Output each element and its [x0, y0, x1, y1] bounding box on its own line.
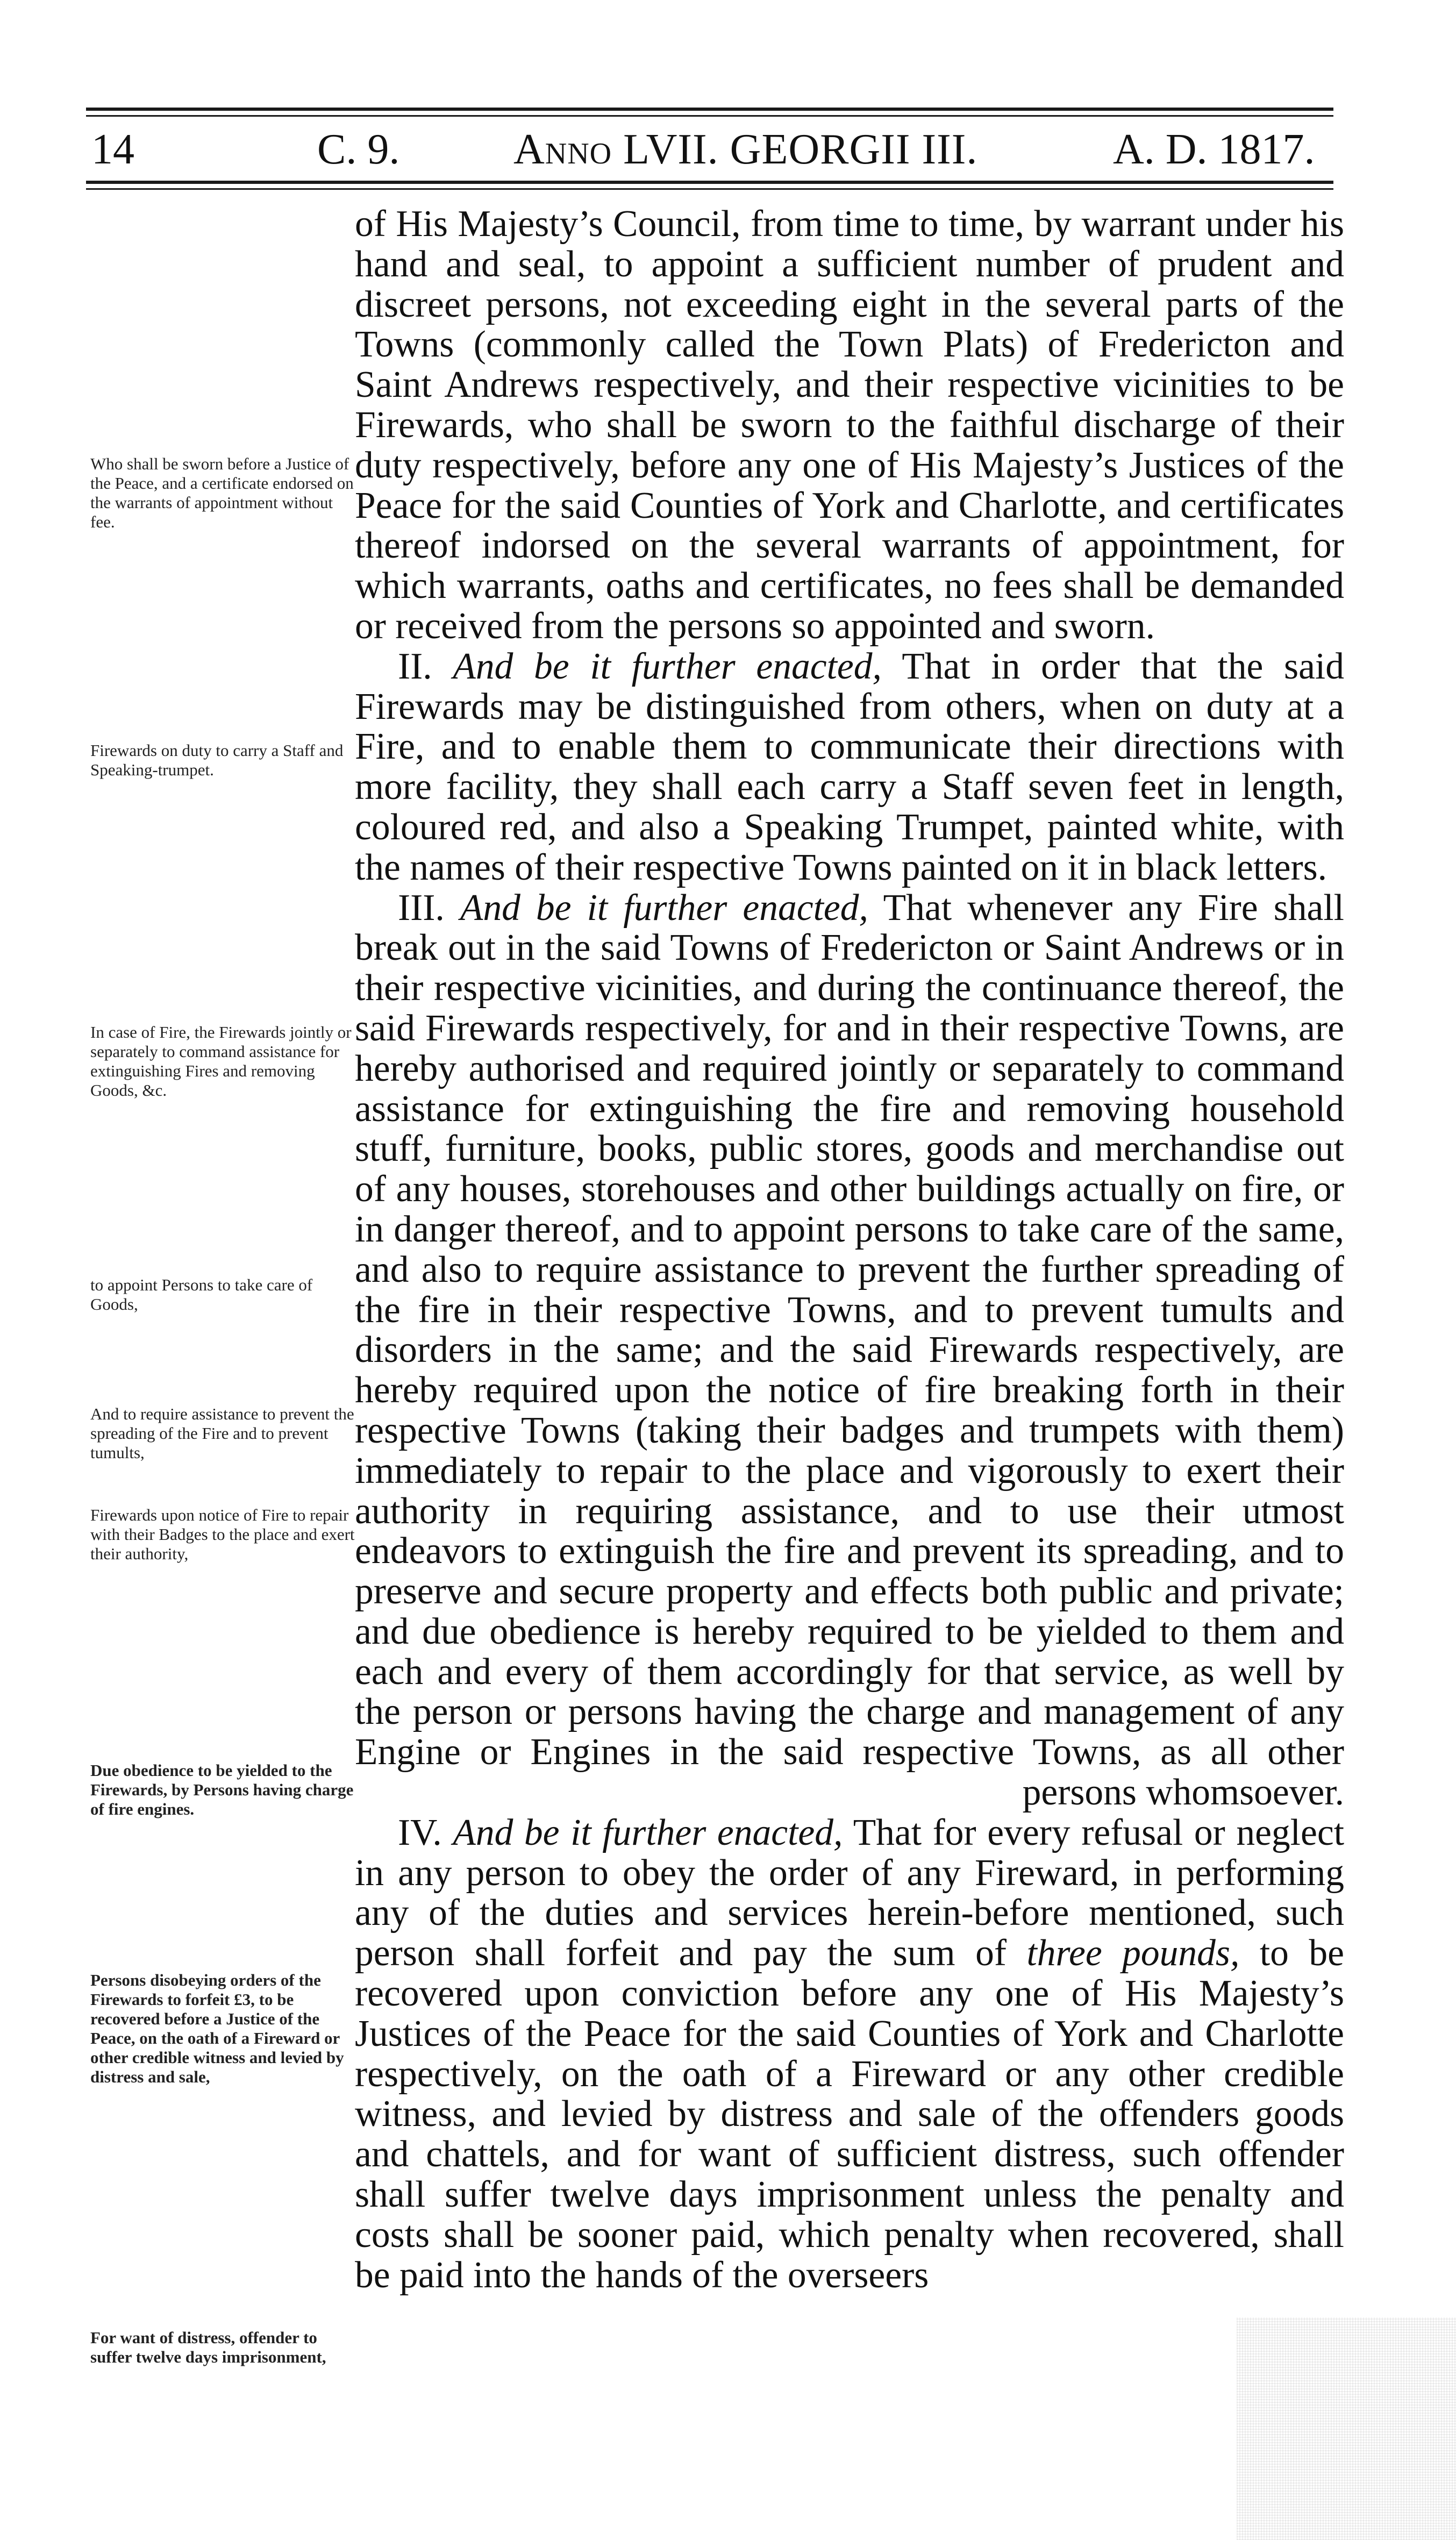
header-rule-bottom-inner	[86, 188, 1333, 190]
paragraph-1-text: of His Majesty’s Council, from time to time, by warrant under his hand and seal, to appoint a sufficient number of prudent and discreet persons, not exceeding eight in the several parts of the Towns (commonly called the Town Plats) of Fredericton and Saint Andrews respectively, and their respective vicinities to be Firewards, who shall be sworn to the faithful discharge of their duty respectively, before any one of His Majesty’s Justices of the Peace for the said Counties of York and Charlotte, and certificates thereof indorsed on the several warrants of appointment, for which warrants, oaths and certificates, no fees shall be demanded or received from the persons so appointed and sworn.	[355, 203, 1344, 647]
section-4-enacting-clause: And be it further enacted,	[453, 1811, 843, 1853]
paragraph-3	[355, 888, 1344, 1813]
section-2-enacting-clause: And be it further enacted,	[453, 645, 882, 687]
sidenote-prevent-spreading: And to require assistance to prevent the spreading of the Fire and to prevent tumults,	[90, 1404, 354, 1462]
paragraph-2	[355, 647, 1344, 888]
main-text	[355, 204, 1344, 2295]
paragraph-1	[355, 204, 1344, 647]
paragraph-4-text-a: That for every refusal or neglect in any person to obey the order of any Fireward, in performing any of the duties and services herein-before mentioned, such person shall forfeit and pay the sum of	[355, 1811, 1344, 1974]
sidenote-staff-trumpet: Firewards on duty to carry a Staff and Speaking-trumpet.	[90, 741, 344, 779]
paragraph-3-text: That whenever any Fire shall break out in the said Towns of Fredericton or Saint Andrews or in their respective vicinities, and during the continuance thereof, the said Firewards respectively, for and in their respective Towns, are hereby authorised and required jointly or separately to command assistance for extinguishing the fire and removing household stuff, furniture, books, public stores, goods and merchandise out of any houses, storehouses and other buildings actually on fire, or in danger thereof, and to appoint persons to take care of the same, and also to require assistance to prevent the further spreading of the fire in their respective Towns, and to prevent tumults and disorders in the same; and the said Firewards respectively, are hereby required upon the notice of fire breaking forth in their respective Towns (taking their badges and trumpets with them) immediately to repair to the place and vigorously to exert their authority in requiring assistance, and to use their utmost endeavors to extinguish the fire and prevent its spreading, and to preserve and secure property and effects both public and private; and due obedience is hereby required to be yielded to them and each and every of them accordingly for that service, as well by the person or persons having the charge and management of any Engine or Engines in the said respective Towns, as all other persons whomsoever.	[355, 887, 1344, 1814]
header-rule-bottom	[86, 181, 1333, 184]
sidenote-sworn: Who shall be sworn before a Justice of the Peace, and a certificate endorsed on the warrants of appointment without fee.	[90, 454, 354, 531]
section-2-number: II.	[398, 645, 432, 687]
page-number: 14	[91, 126, 134, 173]
paragraph-4	[355, 1813, 1344, 2296]
section-4-number: IV.	[398, 1811, 442, 1853]
section-3-number: III.	[398, 887, 445, 929]
section-3-enacting-clause: And be it further enacted,	[460, 887, 868, 929]
sidenote-care-of-goods: to appoint Persons to take care of Goods,	[90, 1275, 313, 1314]
header-rule-top-inner	[86, 115, 1333, 117]
running-title: Anno LVII. GEORGII III.	[513, 126, 978, 173]
paragraph-2-text: That in order that the said Firewards may be distinguished from others, when on duty at a Fire, and to enable them to communicate their directions with more facility, they shall each carry a Staff seven feet in length, coloured red, and also a Speaking Trumpet, painted white, with the names of their respective Towns painted on it in black letters.	[355, 645, 1344, 888]
penalty-amount: three pounds,	[1026, 1932, 1240, 1974]
sidenote-due-obedience: Due obedience to be yielded to the Firewards, by Persons having charge of fire engines.	[90, 1761, 354, 1818]
year: A. D. 1817.	[1113, 126, 1315, 173]
sidenote-forfeit: Persons disobeying orders of the Firewards to forfeit £3, to be recovered before a Justice of the Peace, on the oath of a Fireward or other credible witness and levied by distress and sale,	[90, 1971, 344, 2086]
sidenote-repair-to-place: Firewards upon notice of Fire to repair with their Badges to the place and exert their authority,	[90, 1506, 355, 1563]
sidenote-imprisonment: For want of distress, offender to suffer twelve days imprisonment,	[90, 2328, 326, 2366]
header-rule-top	[86, 108, 1333, 111]
chapter-number: C. 9.	[317, 126, 400, 173]
sidenote-command-assistance: In case of Fire, the Firewards jointly or separately to command assistance for extinguishing Fires and removing Goods, &c.	[90, 1023, 352, 1100]
paragraph-4-text-b: to be recovered upon conviction before any one of His Majesty’s Justices of the Peace for the said Counties of York and Charlotte respectively, on the oath of a Fireward or any other credible witness, and levied by distress and sale of the offenders goods and chattels, and for want of sufficient distress, such offender shall suffer twelve days imprisonment unless the penalty and costs shall be sooner paid, which penalty when recovered, shall be paid into the hands of the overseers	[355, 1932, 1345, 2296]
scan-halftone-corner	[1237, 2317, 1456, 2540]
